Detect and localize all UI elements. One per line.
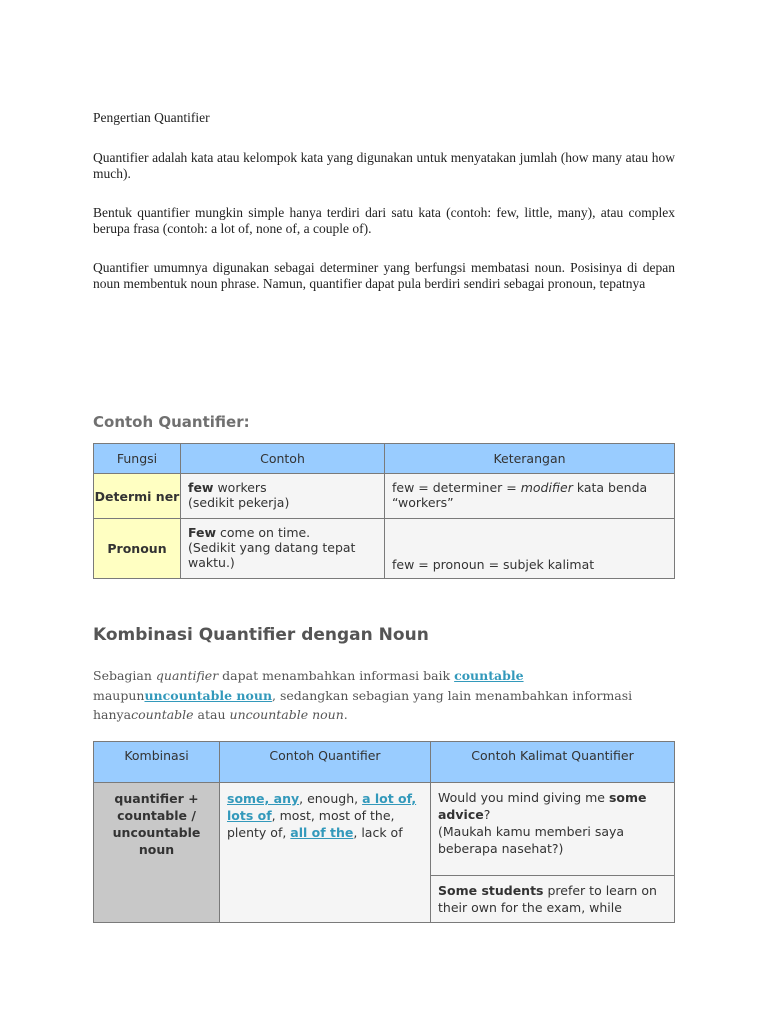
intro-italic: uncountable noun — [229, 707, 344, 722]
keterangan-text: few = determiner = — [392, 480, 521, 495]
header-keterangan: Keterangan — [385, 444, 675, 474]
quantifier-text: , enough, — [299, 791, 363, 806]
intro-text: maupun — [93, 687, 145, 703]
header-fungsi: Fungsi — [94, 444, 181, 474]
quantifier-word: Few — [188, 525, 217, 540]
all-of-the-link[interactable]: all of the — [290, 825, 354, 840]
keterangan-italic: modifier — [520, 480, 573, 495]
intro-text: . — [343, 707, 348, 722]
paragraph-definition: Quantifier adalah kata atau kelompok kata yang digunakan untuk menyatakan jumlah (how many atau how much). — [93, 150, 675, 181]
table-header-row — [94, 742, 675, 783]
fungsi-cell: Determi ner — [94, 474, 181, 519]
sentence-cell — [431, 876, 675, 923]
intro-text: , sedangkan sebagian yang lain menambahkan informasi hanya — [93, 687, 633, 722]
contoh-translation: (sedikit pekerja) — [188, 495, 290, 510]
sentence-cell — [431, 783, 675, 876]
header-contoh-quantifier: Contoh Quantifier — [220, 742, 431, 783]
keterangan-text-end: kata benda “workers” — [392, 480, 648, 510]
quantifier-word: few — [188, 480, 214, 495]
header-kombinasi: Kombinasi — [94, 742, 220, 783]
kombinasi-intro — [93, 666, 663, 725]
some-any-link[interactable]: some, any — [227, 791, 300, 806]
contoh-cell — [181, 474, 385, 519]
sentence-bold: some advice — [438, 790, 647, 822]
keterangan-cell — [385, 474, 675, 519]
table-row — [94, 783, 675, 876]
contoh-translation: (Sedikit yang datang tepat waktu.) — [188, 540, 356, 570]
sentence-bold: Some students — [438, 883, 544, 898]
contoh-cell — [181, 519, 385, 579]
header-contoh: Contoh — [181, 444, 385, 474]
intro-italic: quantifier — [155, 668, 219, 683]
countable-link[interactable]: countable — [454, 668, 524, 683]
kombinasi-table — [93, 741, 675, 923]
kombinasi-cell: quantifier + countable / uncountable noun — [94, 783, 220, 923]
sentence-text: prefer to learn on their own for the exam, while — [438, 883, 657, 915]
sentence-text: Would you mind giving me — [438, 790, 609, 805]
quantifier-list-cell — [220, 783, 431, 923]
quantifier-text: , lack of — [353, 825, 403, 840]
contoh-text: come on time. — [216, 525, 311, 540]
paragraph-usage: Quantifier umumnya digunakan sebagai determiner yang berfungsi membatasi noun. Posisinya di depan noun membentuk noun phrase. Namun, quantifier dapat pula berdiri sendiri sebagai pronoun, tepatnya — [93, 260, 675, 291]
fungsi-cell: Pronoun — [94, 519, 181, 579]
table-row — [94, 474, 675, 519]
intro-italic: countable — [131, 707, 194, 722]
paragraph-forms: Bentuk quantifier mungkin simple hanya terdiri dari satu kata (contoh: few, little, many), atau complex berupa frasa (contoh: a lot of, none of, a couple of). — [93, 205, 675, 236]
section-heading-contoh: Contoh Quantifier: — [93, 413, 250, 431]
quantifier-text: , most, most of the, plenty of, — [227, 808, 395, 840]
intro-text: dapat menambahkan informasi baik — [218, 668, 455, 683]
table-row — [94, 519, 675, 579]
intro-text: atau — [193, 707, 230, 722]
sentence-translation: (Maukah kamu memberi saya beberapa nasehat?) — [438, 824, 625, 856]
contoh-text: workers — [213, 480, 267, 495]
sentence-text: ? — [483, 807, 491, 822]
intro-text: Sebagian — [93, 668, 156, 683]
table-header-row — [94, 444, 675, 474]
section-heading-kombinasi: Kombinasi Quantifier dengan Noun — [93, 625, 429, 645]
uncountable-noun-link[interactable]: uncountable noun — [144, 687, 273, 703]
keterangan-cell: few = pronoun = subjek kalimat — [385, 519, 675, 579]
page-title: Pengertian Quantifier — [93, 110, 210, 125]
a-lot-of-link[interactable]: a lot of, lots of — [227, 791, 417, 823]
header-contoh-kalimat: Contoh Kalimat Quantifier — [431, 742, 675, 783]
quantifier-example-table — [93, 443, 675, 579]
